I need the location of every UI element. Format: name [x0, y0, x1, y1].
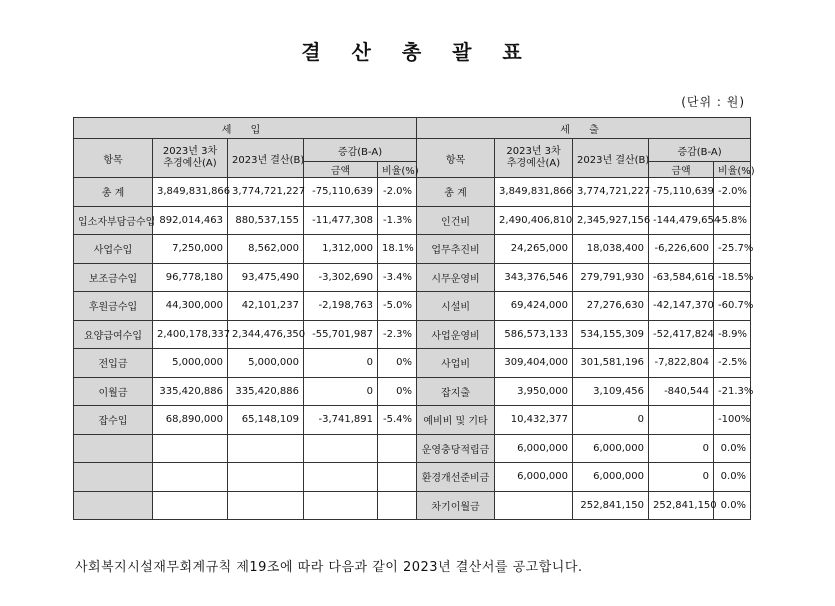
revenue-settled-cell: 880,537,155: [228, 206, 304, 235]
expense-settled-cell: 18,038,400: [573, 235, 649, 264]
expense-settled-cell: 2,345,927,156: [573, 206, 649, 235]
plan-header-line1: 2023년 3차: [506, 146, 561, 157]
revenue-amount-cell: 1,312,000: [304, 235, 378, 264]
revenue-settled-cell: 3,774,721,227: [228, 178, 304, 207]
revenue-ratio-cell: -5.0%: [378, 292, 417, 321]
revenue-amount-cell: [304, 434, 378, 463]
expense-settled-cell: 27,276,630: [573, 292, 649, 321]
revenue-amount-cell: -2,198,763: [304, 292, 378, 321]
revenue-settled-cell: 5,000,000: [228, 349, 304, 378]
total-row: [74, 178, 751, 207]
expense-item-header: 항목: [417, 139, 495, 178]
expense-item-cell: 차기이월금: [417, 491, 495, 520]
plan-header-line1: 2023년 3차: [162, 146, 218, 157]
table-row: [74, 491, 751, 520]
revenue-settled-cell: 65,148,109: [228, 406, 304, 435]
revenue-item-header: 항목: [74, 139, 153, 178]
expense-item-cell: 사업운영비: [417, 320, 495, 349]
revenue-item-cell: 잡수입: [74, 406, 153, 435]
expense-item-cell: 총 계: [417, 178, 495, 207]
revenue-settled-header: 2023년 결산(B): [228, 139, 304, 178]
expense-plan-cell: 586,573,133: [495, 320, 573, 349]
revenue-section-header: 세 입: [74, 118, 417, 139]
expense-plan-cell: 6,000,000: [495, 463, 573, 492]
revenue-item-cell: 이월금: [74, 377, 153, 406]
plan-header-line2: 추경예산(A): [163, 158, 217, 169]
expense-amount-header: 금액: [649, 162, 714, 178]
table-row: [74, 463, 751, 492]
table-row: [74, 434, 751, 463]
expense-plan-cell: 3,950,000: [495, 377, 573, 406]
table-row: [74, 263, 751, 292]
revenue-ratio-cell: -2.3%: [378, 320, 417, 349]
revenue-settled-cell: [228, 434, 304, 463]
expense-diff-header: 증감(B-A): [649, 139, 751, 162]
expense-amount-cell: -42,147,370: [649, 292, 714, 321]
revenue-plan-cell: 7,250,000: [153, 235, 228, 264]
revenue-amount-cell: [304, 491, 378, 520]
expense-ratio-cell: 0.0%: [714, 463, 751, 492]
expense-ratio-cell: -21.3%: [714, 377, 751, 406]
footer-notice: 사회복지시설재무회계규칙 제19조에 따라 다음과 같이 2023년 결산서를 공고합니다.: [75, 560, 583, 575]
expense-amount-cell: 0: [649, 434, 714, 463]
expense-item-cell: 시설비: [417, 292, 495, 321]
revenue-ratio-header: 비율(%): [378, 162, 417, 178]
expense-ratio-cell: 0.0%: [714, 491, 751, 520]
revenue-amount-cell: -3,302,690: [304, 263, 378, 292]
revenue-item-cell: [74, 491, 153, 520]
revenue-ratio-cell: -2.0%: [378, 178, 417, 207]
expense-plan-cell: 3,849,831,866: [495, 178, 573, 207]
plan-header-line2: 추경예산(A): [506, 158, 561, 169]
revenue-plan-cell: 68,890,000: [153, 406, 228, 435]
revenue-settled-cell: 42,101,237: [228, 292, 304, 321]
expense-plan-cell: 69,424,000: [495, 292, 573, 321]
revenue-settled-cell: [228, 491, 304, 520]
expense-amount-cell: 252,841,150: [649, 491, 714, 520]
expense-settled-cell: 301,581,196: [573, 349, 649, 378]
expense-settled-cell: 252,841,150: [573, 491, 649, 520]
revenue-amount-cell: 0: [304, 349, 378, 378]
expense-section-header: 세 출: [417, 118, 751, 139]
expense-ratio-cell: -60.7%: [714, 292, 751, 321]
expense-amount-cell: -840,544: [649, 377, 714, 406]
expense-amount-cell: -7,822,804: [649, 349, 714, 378]
revenue-plan-cell: 335,420,886: [153, 377, 228, 406]
expense-ratio-cell: -2.0%: [714, 178, 751, 207]
revenue-plan-cell: 2,400,178,337: [153, 320, 228, 349]
revenue-item-cell: 후원금수입: [74, 292, 153, 321]
revenue-plan-cell: 3,849,831,866: [153, 178, 228, 207]
revenue-item-cell: 사업수입: [74, 235, 153, 264]
table-row: [74, 377, 751, 406]
revenue-plan-cell: [153, 491, 228, 520]
expense-settled-cell: 3,109,456: [573, 377, 649, 406]
expense-plan-cell: [495, 491, 573, 520]
expense-settled-cell: 279,791,930: [573, 263, 649, 292]
revenue-ratio-cell: -3.4%: [378, 263, 417, 292]
expense-ratio-cell: -100%: [714, 406, 751, 435]
expense-ratio-cell: -25.7%: [714, 235, 751, 264]
expense-amount-cell: -63,584,616: [649, 263, 714, 292]
revenue-amount-cell: -3,741,891: [304, 406, 378, 435]
revenue-settled-cell: 2,344,476,350: [228, 320, 304, 349]
revenue-item-cell: 총 계: [74, 178, 153, 207]
revenue-ratio-cell: [378, 491, 417, 520]
table-body: [74, 178, 754, 520]
revenue-item-cell: 보조금수입: [74, 263, 153, 292]
expense-plan-header: [495, 139, 573, 178]
table-row: [74, 320, 751, 349]
revenue-plan-cell: 44,300,000: [153, 292, 228, 321]
expense-item-cell: 시무운영비: [417, 263, 495, 292]
expense-item-cell: 환경개선준비금: [417, 463, 495, 492]
expense-settled-cell: 3,774,721,227: [573, 178, 649, 207]
unit-label: (단위 : 원): [681, 95, 745, 109]
revenue-settled-cell: 93,475,490: [228, 263, 304, 292]
revenue-item-cell: [74, 463, 153, 492]
revenue-settled-cell: 335,420,886: [228, 377, 304, 406]
expense-amount-cell: -52,417,824: [649, 320, 714, 349]
revenue-amount-cell: -75,110,639: [304, 178, 378, 207]
revenue-plan-cell: 892,014,463: [153, 206, 228, 235]
expense-plan-cell: 24,265,000: [495, 235, 573, 264]
document-title: 결 산 총 괄 표: [301, 40, 534, 64]
settlement-summary-table: [73, 117, 755, 520]
revenue-settled-cell: 8,562,000: [228, 235, 304, 264]
expense-amount-cell: [649, 406, 714, 435]
revenue-diff-header: 증감(B-A): [304, 139, 417, 162]
expense-ratio-cell: -8.9%: [714, 320, 751, 349]
table-row: [74, 292, 751, 321]
revenue-item-cell: 입소자부담금수입: [74, 206, 153, 235]
expense-settled-cell: 6,000,000: [573, 463, 649, 492]
revenue-plan-cell: [153, 434, 228, 463]
expense-ratio-cell: 0.0%: [714, 434, 751, 463]
table-row: [74, 406, 751, 435]
revenue-plan-cell: [153, 463, 228, 492]
expense-settled-cell: 534,155,309: [573, 320, 649, 349]
revenue-ratio-cell: -1.3%: [378, 206, 417, 235]
expense-ratio-cell: -2.5%: [714, 349, 751, 378]
revenue-settled-cell: [228, 463, 304, 492]
revenue-item-cell: [74, 434, 153, 463]
expense-amount-cell: 0: [649, 463, 714, 492]
expense-ratio-header: 비율(%): [714, 162, 751, 178]
revenue-ratio-cell: [378, 463, 417, 492]
table-row: [74, 206, 751, 235]
expense-ratio-cell: -5.8%: [714, 206, 751, 235]
revenue-plan-cell: 5,000,000: [153, 349, 228, 378]
expense-settled-header: 2023년 결산(B): [573, 139, 649, 178]
revenue-item-cell: 요양급여수입: [74, 320, 153, 349]
expense-item-cell: 인건비: [417, 206, 495, 235]
revenue-plan-header: [153, 139, 228, 178]
revenue-item-cell: 전입금: [74, 349, 153, 378]
revenue-ratio-cell: [378, 434, 417, 463]
revenue-ratio-cell: 18.1%: [378, 235, 417, 264]
revenue-amount-cell: -11,477,308: [304, 206, 378, 235]
revenue-amount-cell: 0: [304, 377, 378, 406]
revenue-ratio-cell: 0%: [378, 377, 417, 406]
expense-item-cell: 예비비 및 기타: [417, 406, 495, 435]
expense-plan-cell: 10,432,377: [495, 406, 573, 435]
expense-item-cell: 사업비: [417, 349, 495, 378]
revenue-plan-cell: 96,778,180: [153, 263, 228, 292]
table-row: [74, 349, 751, 378]
expense-item-cell: 업무추진비: [417, 235, 495, 264]
table-row: [74, 235, 751, 264]
revenue-amount-header: 금액: [304, 162, 378, 178]
expense-plan-cell: 343,376,546: [495, 263, 573, 292]
expense-plan-cell: 309,404,000: [495, 349, 573, 378]
revenue-amount-cell: [304, 463, 378, 492]
expense-amount-cell: -144,479,654: [649, 206, 714, 235]
expense-amount-cell: -6,226,600: [649, 235, 714, 264]
revenue-amount-cell: -55,701,987: [304, 320, 378, 349]
expense-plan-cell: 6,000,000: [495, 434, 573, 463]
expense-item-cell: 운영충당적립금: [417, 434, 495, 463]
expense-item-cell: 잡지출: [417, 377, 495, 406]
expense-settled-cell: 6,000,000: [573, 434, 649, 463]
expense-settled-cell: 0: [573, 406, 649, 435]
expense-ratio-cell: -18.5%: [714, 263, 751, 292]
expense-amount-cell: -75,110,639: [649, 178, 714, 207]
expense-plan-cell: 2,490,406,810: [495, 206, 573, 235]
revenue-ratio-cell: -5.4%: [378, 406, 417, 435]
revenue-ratio-cell: 0%: [378, 349, 417, 378]
